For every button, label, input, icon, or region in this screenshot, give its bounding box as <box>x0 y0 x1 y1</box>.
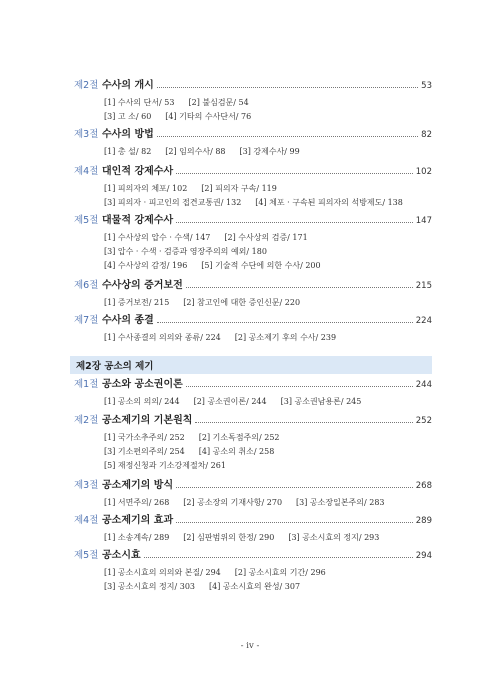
section-title: 공소시효 <box>102 550 141 561</box>
section-page-number: 215 <box>415 281 432 291</box>
subsection-entry: [5] 재정신청과 기소강제절차/ 261 <box>104 461 226 470</box>
subsection-entry: [2] 기소독점주의/ 252 <box>198 433 280 442</box>
section-heading <box>74 548 432 564</box>
subsection-entry: [1] 수사종결의 의의와 종류/ 224 <box>104 333 221 342</box>
subsection-row <box>104 445 432 459</box>
subsection-row <box>104 145 432 159</box>
section-title: 수사상의 증거보전 <box>102 280 183 291</box>
subsection-entry: [4] 체포 · 구속된 피의자의 석방제도/ 138 <box>255 198 403 207</box>
section-number: 제4절 <box>74 166 99 177</box>
subsection-row <box>104 395 432 409</box>
subsection-entry: [4] 기타의 수사단서/ 76 <box>165 112 252 121</box>
subsection-list <box>104 182 432 210</box>
dot-leader <box>195 422 412 423</box>
section-title: 수사의 종결 <box>102 315 154 326</box>
subsection-entry: [2] 피의자 구속/ 119 <box>201 184 277 193</box>
subsection-entry: [3] 공소장일본주의/ 283 <box>296 498 385 507</box>
subsection-entry: [2] 참고인에 대한 증인신문/ 220 <box>183 298 301 307</box>
dot-leader <box>186 386 413 387</box>
subsection-entry: [3] 공소시효의 정지/ 303 <box>104 582 196 591</box>
section-heading <box>74 513 432 529</box>
section-title: 공소제기의 효과 <box>102 515 174 526</box>
section-page-number: 224 <box>415 316 432 326</box>
dot-leader <box>176 522 413 523</box>
subsection-row <box>104 566 432 580</box>
section-page-number: 147 <box>415 216 432 226</box>
subsection-entry: [1] 증거보전/ 215 <box>104 298 170 307</box>
subsection-row <box>104 431 432 445</box>
subsection-entry: [1] 수사상의 압수 · 수색/ 147 <box>104 233 211 242</box>
section-page-number: 244 <box>415 380 432 390</box>
section-heading <box>74 377 432 393</box>
dot-leader <box>186 287 413 288</box>
section-number: 제1절 <box>74 379 99 390</box>
page-number: - iv - <box>240 641 260 651</box>
section-heading <box>74 213 432 229</box>
subsection-row <box>104 531 432 545</box>
section-page-number: 268 <box>415 481 432 491</box>
subsection-entry: [2] 공소시효의 기간/ 296 <box>234 568 326 577</box>
section-title: 공소제기의 기본원칙 <box>102 415 193 426</box>
subsection-list <box>104 531 432 545</box>
section-number: 제2절 <box>74 80 99 91</box>
toc-section <box>74 377 432 409</box>
subsection-entry: [3] 공소권남용론/ 245 <box>280 397 362 406</box>
subsection-entry: [2] 공소권이론/ 244 <box>193 397 267 406</box>
subsection-row <box>104 110 432 124</box>
subsection-entry: [2] 임의수사/ 88 <box>165 147 226 156</box>
subsection-row <box>104 245 432 259</box>
subsection-row <box>104 182 432 196</box>
section-heading <box>74 278 432 294</box>
section-number: 제3절 <box>74 480 99 491</box>
subsection-row <box>104 196 432 210</box>
subsection-entry: [1] 국가소추주의/ 252 <box>104 433 185 442</box>
chapter-heading <box>70 356 432 374</box>
subsection-entry: [1] 수사의 단서/ 53 <box>104 98 175 107</box>
section-number: 제4절 <box>74 515 99 526</box>
subsection-list <box>104 231 432 273</box>
subsection-entry: [3] 기소편의주의/ 254 <box>104 447 185 456</box>
section-heading <box>74 313 432 329</box>
section-title: 대물적 강제수사 <box>102 215 174 226</box>
subsection-entry: [5] 기술적 수단에 의한 수사/ 200 <box>201 261 321 270</box>
section-page-number: 289 <box>415 516 432 526</box>
subsection-entry: [1] 총 설/ 82 <box>104 147 152 156</box>
subsection-list <box>104 96 432 124</box>
section-heading <box>74 127 432 143</box>
subsection-entry: [3] 고 소/ 60 <box>104 112 152 121</box>
subsection-list <box>104 496 432 510</box>
chapter-title: 제2장 공소의 제기 <box>76 361 154 372</box>
subsection-entry: [3] 피의자 · 피고인의 접견교통권/ 132 <box>104 198 242 207</box>
section-number: 제2절 <box>74 415 99 426</box>
section-title: 수사의 개시 <box>102 80 154 91</box>
dot-leader <box>144 557 413 558</box>
section-number: 제7절 <box>74 315 99 326</box>
subsection-list <box>104 566 432 594</box>
subsection-row <box>104 259 432 273</box>
subsection-entry: [2] 불심검문/ 54 <box>188 98 249 107</box>
subsection-row <box>104 580 432 594</box>
subsection-entry: [4] 공소의 취소/ 258 <box>198 447 275 456</box>
section-page-number: 82 <box>421 130 432 140</box>
section-number: 제5절 <box>74 550 99 561</box>
subsection-list <box>104 395 432 409</box>
toc-section <box>74 78 432 124</box>
subsection-list <box>104 331 432 345</box>
subsection-entry: [4] 공소시효의 완성/ 307 <box>209 582 301 591</box>
subsection-list <box>104 431 432 473</box>
section-title: 공소와 공소권이론 <box>102 379 183 390</box>
section-number: 제5절 <box>74 215 99 226</box>
toc-section <box>74 548 432 594</box>
section-number: 제3절 <box>74 129 99 140</box>
section-page-number: 102 <box>415 167 432 177</box>
subsection-entry: [1] 피의자의 체포/ 102 <box>104 184 188 193</box>
section-heading <box>74 78 432 94</box>
toc-section <box>74 513 432 545</box>
section-page-number: 53 <box>421 81 432 91</box>
toc-section <box>74 164 432 210</box>
subsection-entry: [2] 수사상의 검증/ 171 <box>224 233 308 242</box>
section-heading <box>74 413 432 429</box>
subsection-entry: [1] 공소시효의 의의와 본질/ 294 <box>104 568 221 577</box>
section-title: 수사의 방법 <box>102 129 154 140</box>
subsection-row <box>104 296 432 310</box>
toc-section <box>74 278 432 310</box>
subsection-row <box>104 459 432 473</box>
subsection-row <box>104 96 432 110</box>
dot-leader <box>176 173 413 174</box>
toc-section <box>74 478 432 510</box>
dot-leader <box>157 136 418 137</box>
subsection-entry: [2] 심판범위의 한정/ 290 <box>183 533 275 542</box>
subsection-entry: [1] 서면주의/ 268 <box>104 498 170 507</box>
subsection-entry: [3] 압수 · 수색 · 검증과 영장주의의 예외/ 180 <box>104 247 267 256</box>
section-page-number: 294 <box>415 551 432 561</box>
dot-leader <box>157 322 413 323</box>
dot-leader <box>176 487 413 488</box>
subsection-entry: [3] 공소시효의 정지/ 293 <box>288 533 380 542</box>
section-page-number: 252 <box>415 416 432 426</box>
section-heading <box>74 164 432 180</box>
subsection-entry: [1] 소송계속/ 289 <box>104 533 170 542</box>
subsection-row <box>104 331 432 345</box>
section-heading <box>74 478 432 494</box>
toc-section <box>74 127 432 159</box>
subsection-entry: [1] 공소의 의의/ 244 <box>104 397 180 406</box>
toc-section <box>74 213 432 273</box>
dot-leader <box>157 87 418 88</box>
subsection-row <box>104 231 432 245</box>
section-title: 대인적 강제수사 <box>102 166 174 177</box>
subsection-row <box>104 496 432 510</box>
toc-section <box>74 313 432 345</box>
subsection-entry: [2] 공소장의 기재사항/ 270 <box>183 498 283 507</box>
section-title: 공소제기의 방식 <box>102 480 174 491</box>
subsection-entry: [4] 수사상의 감정/ 196 <box>104 261 188 270</box>
dot-leader <box>176 222 413 223</box>
toc-section <box>74 413 432 473</box>
subsection-entry: [3] 강제수사/ 99 <box>239 147 300 156</box>
subsection-entry: [2] 공소제기 후의 수사/ 239 <box>234 333 337 342</box>
section-number: 제6절 <box>74 280 99 291</box>
subsection-list <box>104 145 432 159</box>
subsection-list <box>104 296 432 310</box>
